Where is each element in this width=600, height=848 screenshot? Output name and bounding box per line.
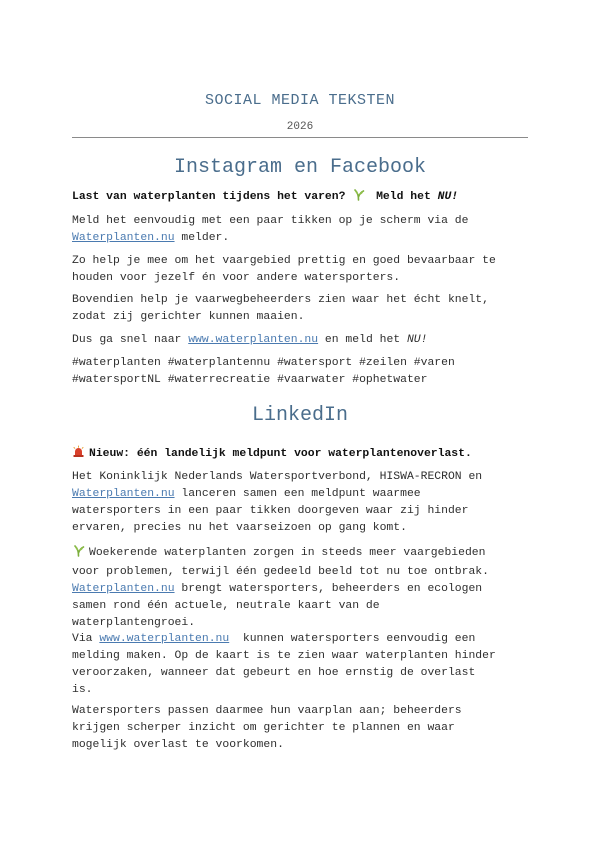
text-line: is. xyxy=(72,684,93,696)
text-line: houden voor jezelf én voor andere watersporters. xyxy=(72,272,401,284)
instagram-lead-text: Last van waterplanten tijdens het varen? xyxy=(72,191,353,203)
text-line: melding maken. Op de kaart is te zien waar waterplanten hinder xyxy=(72,650,496,662)
heading-linkedin: LinkedIn xyxy=(251,404,348,427)
text-line: voor problemen, terwijl één gedeeld beeld tot nu toe ontbrak. xyxy=(72,566,489,578)
waterplanten-url-link[interactable]: www.waterplanten.nu xyxy=(99,633,230,645)
text-line: kunnen watersporters eenvoudig een xyxy=(229,633,476,645)
instagram-paragraph-1 xyxy=(72,213,528,247)
text-line: Het Koninklijk Nederlands Watersportverbond, HISWA-RECRON en xyxy=(72,471,483,483)
text-line: brengt watersporters, beheerders en ecologen xyxy=(174,583,483,595)
seedling-icon xyxy=(72,544,85,564)
linkedin-paragraph-2 xyxy=(72,544,528,632)
instagram-lead-text-2: Meld het xyxy=(369,191,438,203)
waterplanten-link[interactable]: Waterplanten.nu xyxy=(72,583,175,595)
seedling-icon xyxy=(352,188,365,208)
text-line: veroorzaken, wanneer dat gebeurt en hoe ernstig de overlast xyxy=(72,667,476,679)
hashtags-line: #waterplanten #waterplantennu #watersport #zeilen #varen xyxy=(72,357,455,369)
linkedin-paragraph-4 xyxy=(72,703,528,754)
text-line: watersporters in een paar tikken doorgeven waar zij hinder xyxy=(72,505,469,517)
text-line: krijgen scherper inzicht om gerichter te plannen en waar xyxy=(72,722,455,734)
text-line: waterplantengroei. xyxy=(72,617,196,629)
text-line: mogelijk overlast te voorkomen. xyxy=(72,739,284,751)
linkedin-paragraph-1 xyxy=(72,469,528,537)
linkedin-lead-text: Nieuw: één landelijk meldpunt voor waterplantenoverlast. xyxy=(89,448,472,460)
instagram-hashtags xyxy=(72,355,528,389)
text-line: Via xyxy=(72,633,100,645)
waterplanten-link[interactable]: Waterplanten.nu xyxy=(72,232,175,244)
heading-instagram-facebook: Instagram en Facebook xyxy=(173,156,427,179)
text-line: zodat zij gerichter kunnen maaien. xyxy=(72,311,305,323)
text-line: Meld het eenvoudig met een paar tikken op je scherm via de xyxy=(72,215,469,227)
text-line: Watersporters passen daarmee hun vaarplan aan; beheerders xyxy=(72,705,462,717)
document-year: 2026 xyxy=(286,121,314,133)
text-line: Bovendien help je vaarwegbeheerders zien waar het écht knelt, xyxy=(72,294,489,306)
instagram-lead xyxy=(72,188,528,208)
title-divider xyxy=(72,137,528,138)
text-line: Zo help je mee om het vaargebied prettig en goed bevaarbaar te xyxy=(72,255,496,267)
text-line: lanceren samen een meldpunt waarmee xyxy=(174,488,421,500)
text-line: Woekerende waterplanten zorgen in steeds meer vaargebieden xyxy=(89,547,486,559)
siren-icon xyxy=(72,445,85,465)
waterplanten-link[interactable]: Waterplanten.nu xyxy=(72,488,175,500)
text-line: en meld het xyxy=(318,334,407,346)
linkedin-lead xyxy=(72,445,528,465)
linkedin-paragraph-3 xyxy=(72,631,528,699)
text-line: Dus ga snel naar xyxy=(72,334,189,346)
instagram-cta-emphasis: NU! xyxy=(406,334,428,346)
waterplanten-url-link[interactable]: www.waterplanten.nu xyxy=(188,334,319,346)
document-title: SOCIAL MEDIA TEKSTEN xyxy=(204,92,396,109)
instagram-paragraph-2 xyxy=(72,253,528,287)
hashtags-line: #watersportNL #waterrecreatie #vaarwater #ophetwater xyxy=(72,374,428,386)
text-line: melder. xyxy=(174,232,230,244)
text-line: ervaren, precies nu het vaarseizoen op gang komt. xyxy=(72,522,407,534)
instagram-paragraph-3 xyxy=(72,292,528,326)
text-line: samen rond één actuele, neutrale kaart van de xyxy=(72,600,380,612)
instagram-paragraph-4 xyxy=(72,332,528,349)
instagram-lead-emphasis: NU! xyxy=(437,191,459,203)
